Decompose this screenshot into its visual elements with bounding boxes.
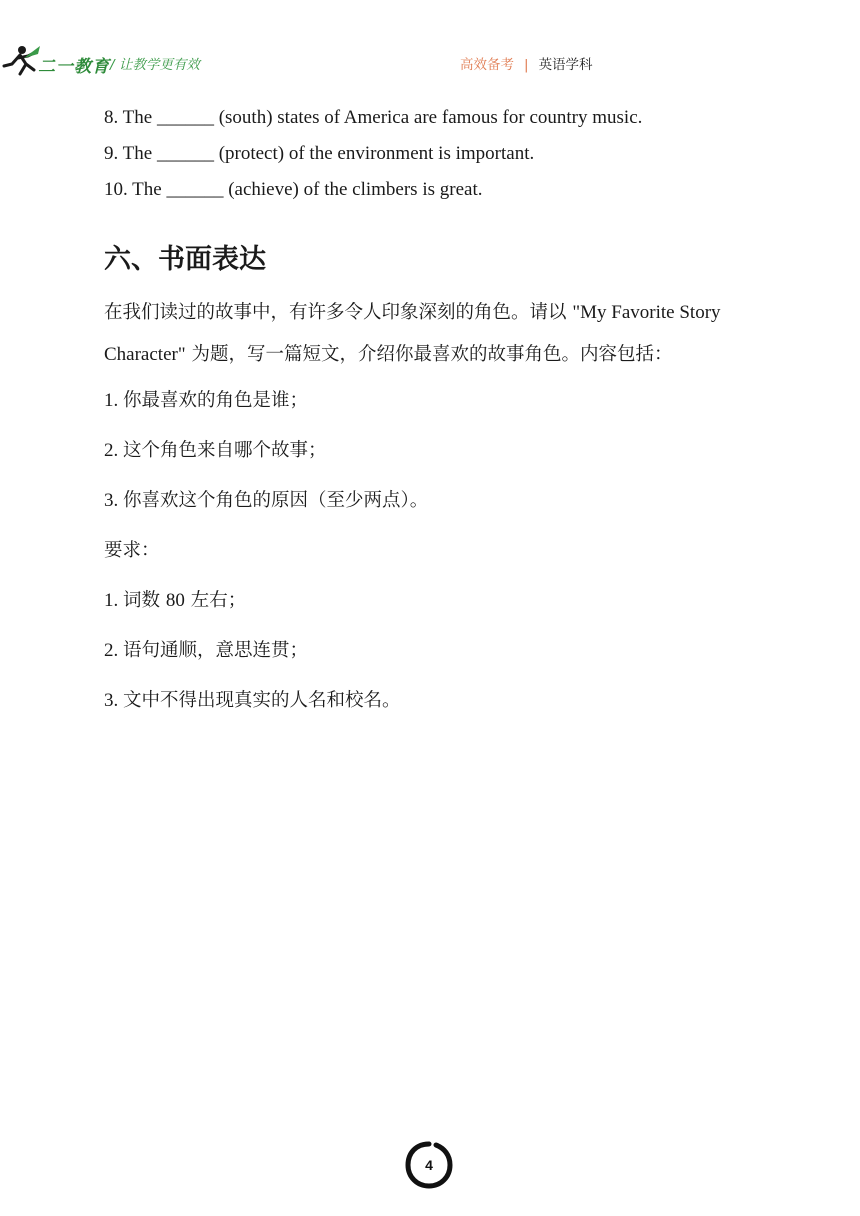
content-item [104,376,744,426]
header-separator: | [524,57,529,73]
page-number-text: 4 [425,1157,433,1173]
exercise-line-8: 8. The ______ (south) states of America are famous for country music. [104,107,643,128]
requirement-item [104,676,744,726]
item-text: 你最喜欢的角色是谁； [123,390,309,411]
page-number [404,1140,454,1190]
item-text: 你喜欢这个角色的原因（至少两点）。 [123,490,429,511]
requirements-label-text: 要求： [104,540,160,561]
item-number: 2. [104,640,123,661]
item-number: 1. [104,590,123,611]
prompt-text-2: 为题，写一篇短文，介绍你最喜欢的故事角色。内容包括： [185,344,673,365]
tag-subject: 英语学科 [538,57,593,73]
item-number: 2. [104,440,123,461]
item-inline-number: 80 [165,590,185,611]
item-text-a: 词数 [123,590,166,611]
item-number: 3. [104,690,123,711]
tag-exam-prep: 高效备考 [460,57,514,73]
slogan: / 让教学更有效 [110,57,200,73]
requirement-item [104,626,744,676]
item-text-b: 左右； [184,590,247,611]
item-text-a: 文中不得出现真实的人名和校名。 [123,690,401,711]
header-tags [460,53,593,73]
exercise-line-9: 9. The ______ (protect) of the environment is important. [104,143,535,164]
item-text: 这个角色来自哪个故事； [123,440,327,461]
requirements-label [104,526,744,576]
brand-name: 二一教育 [38,57,110,77]
writing-prompt [104,292,744,376]
requirement-item [104,576,744,626]
exercise-line-10: 10. The ______ (achieve) of the climbers is great. [104,179,483,200]
content-item [104,426,744,476]
item-number: 1. [104,390,123,411]
item-text-a: 语句通顺，意思连贯； [123,640,309,661]
prompt-title: "My Favorite Story Character" [104,302,721,365]
item-number: 3. [104,490,123,511]
page-content [104,100,744,726]
prompt-text-1: 在我们读过的故事中，有许多令人印象深刻的角色。请以 [104,302,573,323]
page-header [0,0,860,90]
content-item [104,476,744,526]
section-heading: 六、书面表达 [104,244,266,275]
